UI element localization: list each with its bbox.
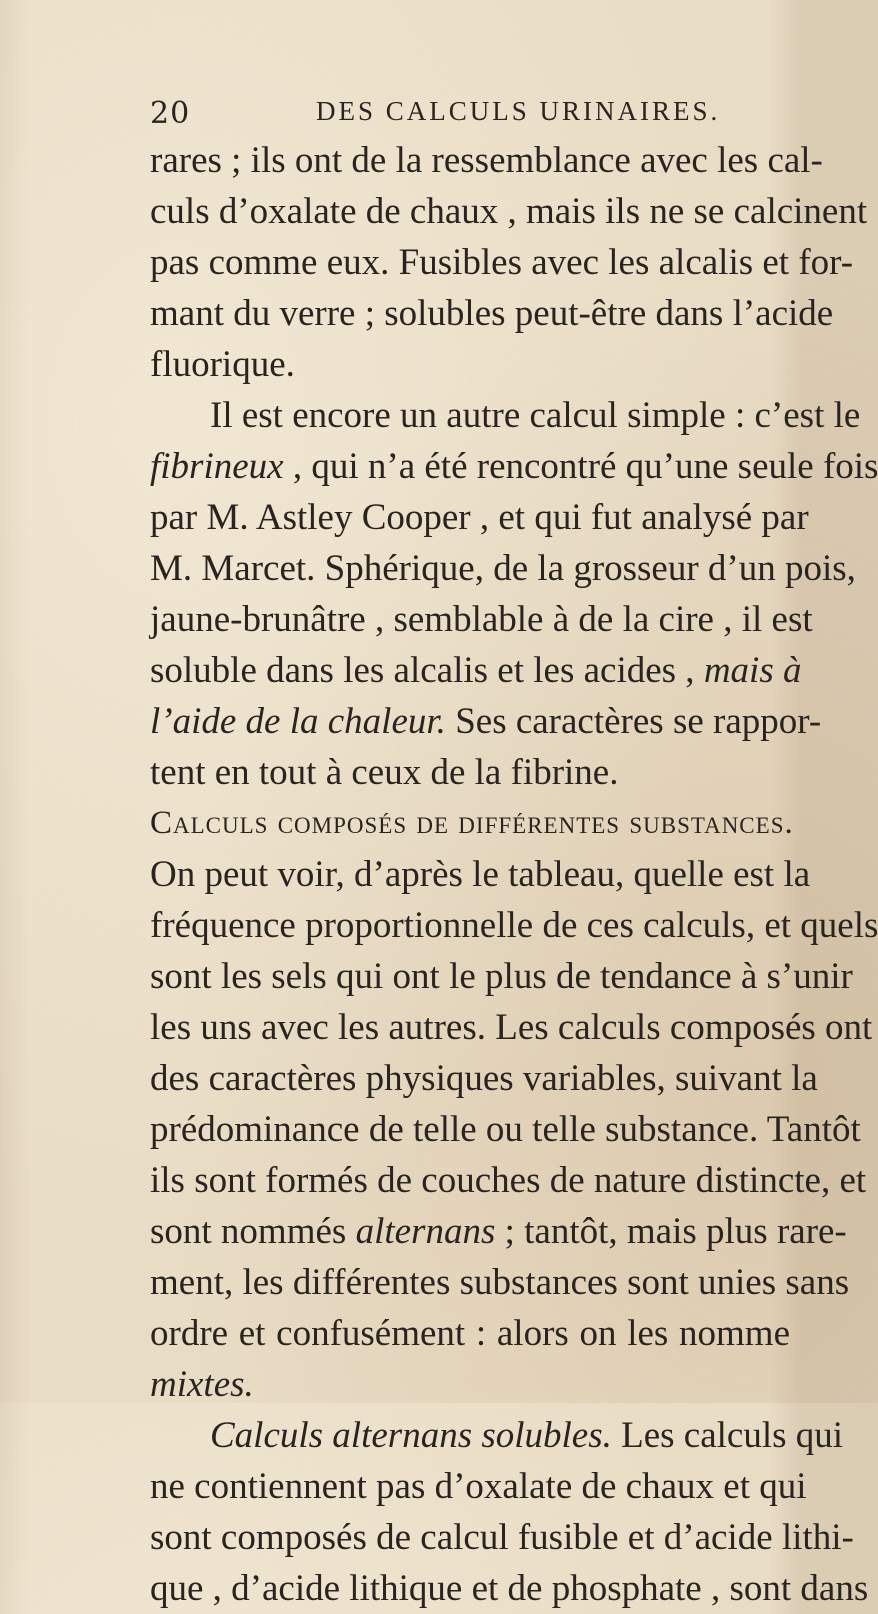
text-line: par M. Astley Cooper , et qui fut analysé par (150, 497, 809, 538)
text-line: sont composés de calcul fusible et d’acide lithi- (150, 1517, 854, 1558)
text-line: mixtes. (150, 1364, 254, 1405)
text-line: On peut voir, d’après le tableau, quelle est la (150, 854, 811, 895)
page-number: 20 (150, 96, 191, 131)
text-line: des caractères physiques variables, suivant la (150, 1058, 818, 1099)
text-line: jaune-brunâtre , semblable à de la cire , il est (150, 599, 813, 640)
text-line: les uns avec les autres. Les calculs composés ont (150, 1007, 873, 1048)
paragraph-start: Calculs alternans solubles. Les calculs qui (210, 1415, 844, 1456)
body-text (150, 135, 878, 1614)
running-title: DES CALCULS URINAIRES. (316, 96, 721, 126)
text-line: soluble dans les alcalis et les acides , mais à (150, 650, 802, 691)
text-line: rares ; ils ont de la ressemblance avec les cal- (150, 140, 823, 181)
text-line: ment, les différentes substances sont unies sans (150, 1262, 850, 1303)
text-line: ne contiennent pas d’oxalate de chaux et qui (150, 1466, 807, 1507)
text-line: fluorique. (150, 344, 295, 385)
paragraph-start: Il est encore un autre calcul simple : c’est le (210, 395, 861, 436)
text-line: que , d’acide lithique et de phosphate , sont dans (150, 1568, 869, 1609)
text-line: ils sont formés de couches de nature distincte, et (150, 1160, 867, 1201)
section-heading: Calculs composés de différentes substances. (150, 805, 794, 841)
text-line: tent en tout à ceux de la fibrine. (150, 752, 619, 793)
text-line: pas comme eux. Fusibles avec les alcalis et for- (150, 242, 854, 283)
text-line: prédominance de telle ou telle substance. Tantôt (150, 1109, 861, 1150)
text-line: culs d’oxalate de chaux , mais ils ne se calcinent (150, 191, 868, 232)
text-line: fibrineux , qui n’a été rencontré qu’une seule fois (150, 446, 878, 487)
text-line: M. Marcet. Sphérique, de la grosseur d’un pois, (150, 548, 856, 589)
text-line: fréquence proportionnelle de ces calculs, et quels (150, 905, 878, 946)
running-head (150, 96, 790, 136)
text-line: mant du verre ; solubles peut-être dans l’acide (150, 293, 834, 334)
text-line: ordre et confusément : alors on les nomme (150, 1313, 790, 1354)
text-line: sont nommés alternans ; tantôt, mais plus rare- (150, 1211, 847, 1252)
text-line: sont les sels qui ont le plus de tendance à s’unir (150, 956, 853, 997)
text-line: l’aide de la chaleur. Ses caractères se rappor- (150, 701, 822, 742)
